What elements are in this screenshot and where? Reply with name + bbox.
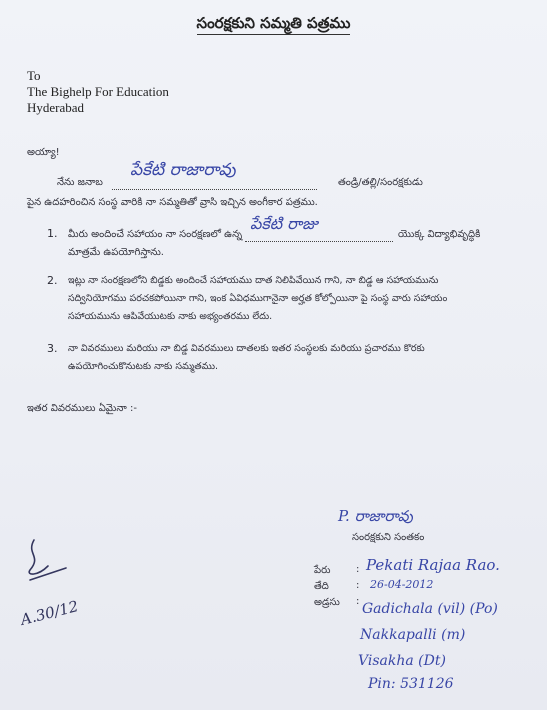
guardian-signature: P. రాజారావు <box>338 507 413 525</box>
item-2-line-3: సహాయమును ఆపివేయుటకు నాకు అభ్యంతరము లేదు. <box>68 311 273 322</box>
item-1-number: 1. <box>47 227 58 240</box>
salutation: అయ్యా! <box>27 147 60 158</box>
item-1-filled-name: పేకేటి రాజు <box>250 214 318 233</box>
item-2-line-1: ఇట్లు నా సంరక్షణలోని బిడ్డకు అందించే సహాయము దాత నిలిపివేయిన గాని, నా బిడ్డ ఆ సహాయమును <box>68 275 439 286</box>
item-3-line-2: ఉపయోగించుకొనుటకు నాకు సమ్మతము. <box>68 361 219 372</box>
left-margin-scribble <box>20 536 80 596</box>
item-1-pre: మీరు అందించే సహాయం నా సంరక్షణలో ఉన్న <box>68 229 243 240</box>
address-label: అడ్రసు <box>314 597 340 608</box>
item-1-post: యొక్క విద్యాభివృద్ధికి <box>398 229 481 240</box>
recipient-block <box>27 68 169 116</box>
item-2-line-2: సద్వినియోగము పరచకపోయినా గాని, ఇంక ఏవిధముగానైనా అర్హత కోల్పోయినా పై సంస్థ వారు సహాయం <box>68 293 448 304</box>
address-line-2: Nakkapalli (m) <box>360 627 466 643</box>
address-line-3: Visakha (Dt) <box>358 653 446 669</box>
intro-relation-label: తండ్రి/తల్లి/సంరక్షకుడు <box>338 177 423 188</box>
item-2-number: 2. <box>47 274 58 287</box>
address-line-1: Gadichala (vil) (Po) <box>362 601 498 617</box>
item-1-line-2: మాత్రమే ఉపయోగిస్తాను. <box>68 247 164 258</box>
recipient-city: Hyderabad <box>27 100 85 115</box>
recipient-organisation: The Bighelp For Education <box>27 84 169 99</box>
address-line-4: Pin: 531126 <box>368 676 454 692</box>
name-colon: : <box>356 564 360 575</box>
other-details-label: ఇతర వివరములు ఏమైనా :- <box>27 403 137 414</box>
name-label: పేరు <box>314 565 331 576</box>
signature-caption: సంరక్షకుని సంతకం <box>352 532 425 543</box>
date-label: తేది <box>314 581 329 592</box>
date-value: 26-04-2012 <box>370 578 434 591</box>
item-3-number: 3. <box>47 342 58 355</box>
intro-prefix: నేను జనాబ <box>57 177 103 188</box>
name-value: Pekati Rajaa Rao. <box>366 556 500 574</box>
left-margin-initials: A.30/12 <box>18 597 81 629</box>
recipient-to: To <box>27 68 41 83</box>
intro-filled-name: పేకేటి రాజారావు <box>130 160 236 180</box>
item-3-line-1: నా వివరములు మరియు నా బిడ్డ వివరములు దాతలకు ఇతర సంస్థలకు మరియు ప్రచారము కొరకు <box>68 343 425 354</box>
intro-name-dotted-line <box>112 189 317 190</box>
date-colon: : <box>356 580 360 591</box>
address-colon: : <box>356 596 360 607</box>
letter-title: సంరక్షకుని సమ్మతి పత్రము <box>0 14 547 36</box>
item-1-dotted-line <box>245 241 393 242</box>
intro-line-2: పైన ఉదహరించిన సంస్థ వారికి నా సమ్మతితో వ్రాసి ఇచ్చిన అంగీకార పత్రము. <box>27 197 318 208</box>
